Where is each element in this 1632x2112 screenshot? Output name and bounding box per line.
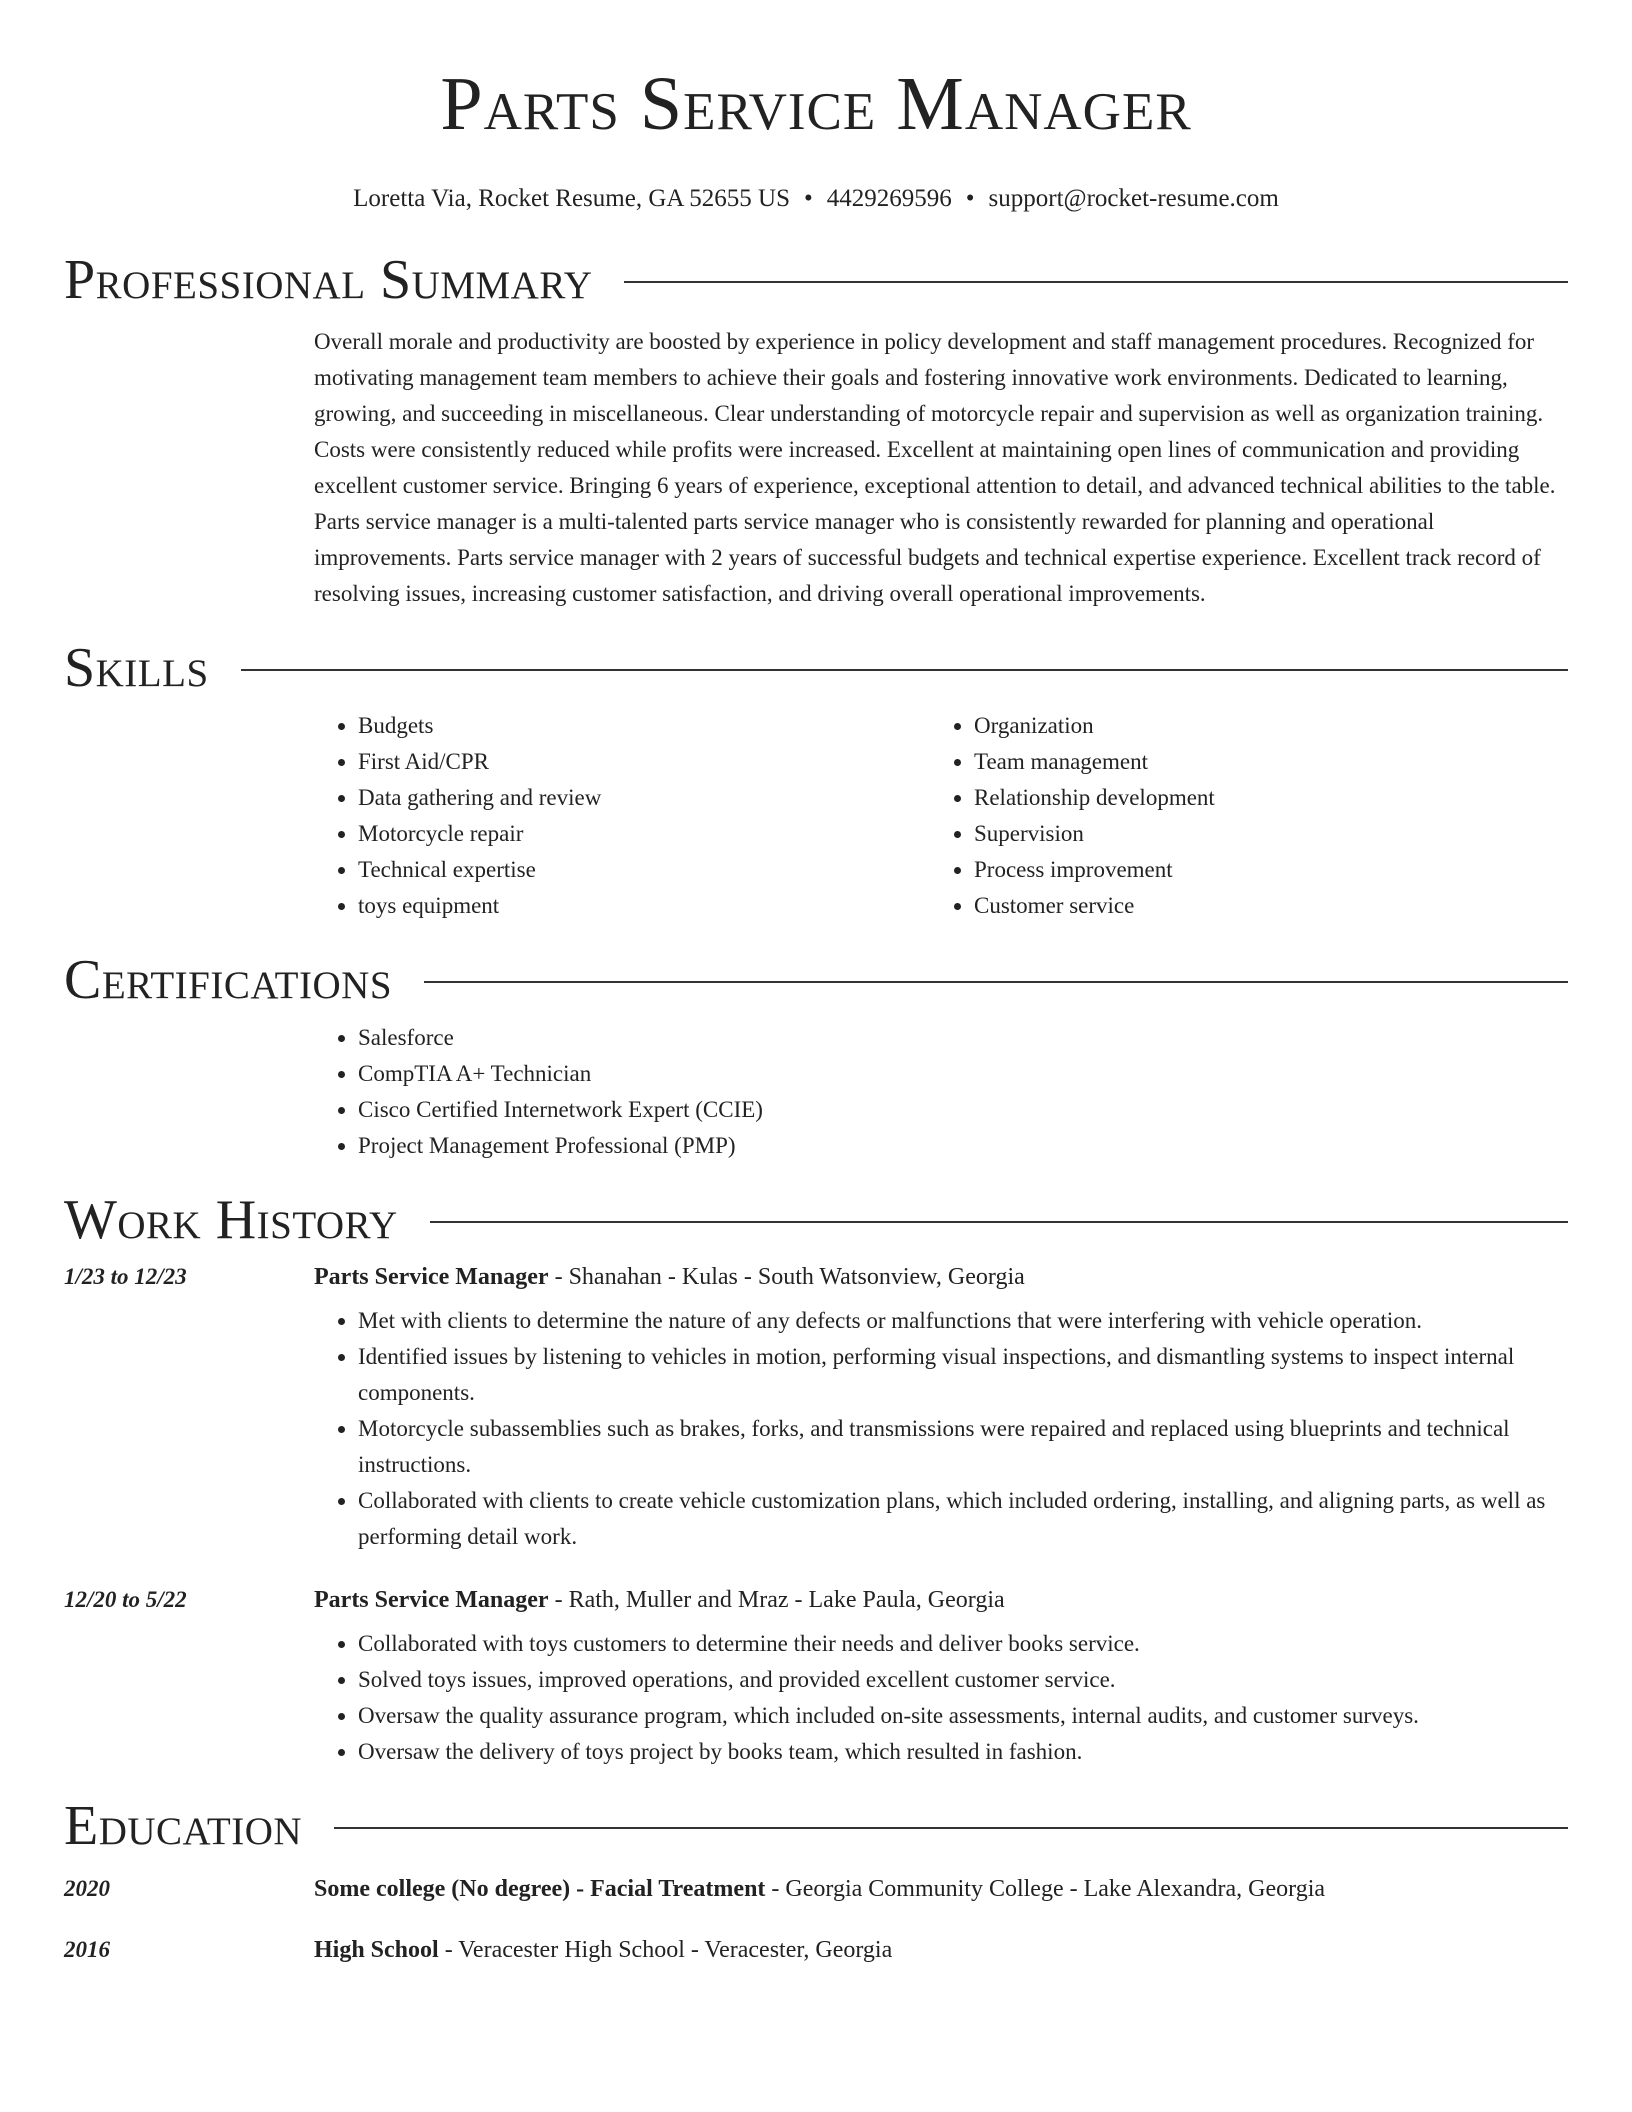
education-entry — [64, 1876, 1568, 1903]
work-history-section-header — [64, 1188, 1568, 1252]
education-row — [64, 1937, 1568, 1964]
contact-line — [64, 184, 1568, 214]
skill-item: • Team management — [974, 744, 1546, 780]
skill-item: • toys equipment — [358, 888, 930, 924]
skill-item: • Technical expertise — [358, 852, 930, 888]
contact-email[interactable]: support@rocket-resume.com — [988, 185, 1279, 212]
job-title-line — [314, 1587, 1005, 1614]
skill-item: • Supervision — [974, 816, 1546, 852]
job-bullets — [314, 1626, 1568, 1770]
skill-item: • Budgets — [358, 708, 930, 744]
job-bullet: • Solved toys issues, improved operations, and provided excellent customer service. — [358, 1662, 1568, 1698]
skills-column-right — [930, 708, 1546, 924]
job-bullet: • Collaborated with clients to create vehicle customization plans, which included ordering, installing, and aligning parts, as well as performing detail work. — [358, 1483, 1568, 1555]
summary-heading: Professional Summary — [64, 249, 593, 311]
skill-item: • Relationship development — [974, 780, 1546, 816]
summary-text: Overall morale and productivity are boosted by experience in policy development and staff management procedures. Recognized for motivating management team members to achieve their goals and fostering innovative work environments. Dedicated to learning, growing, and succeeding in miscellaneous. Clear understanding of motorcycle repair and supervision as well as organization training. Costs were consistently reduced while profits were increased. Excellent at maintaining open lines of communication and providing excellent customer service. Bringing 6 years of experience, exceptional attention to detail, and advanced technical abilities to the table. Parts service manager is a multi-talented parts service manager who is consistently rewarded for planning and operational improvements. Parts service manager with 2 years of successful budgets and technical expertise experience. Excellent track record of resolving issues, increasing customer satisfaction, and driving overall operational improvements. — [314, 329, 1556, 606]
contact-separator: • — [804, 185, 813, 212]
job-title-line — [314, 1264, 1025, 1291]
education-heading: Education — [64, 1795, 303, 1857]
job-header — [64, 1587, 1568, 1614]
job-bullets — [314, 1303, 1568, 1555]
skills-section-header — [64, 636, 1568, 700]
section-divider — [334, 1827, 1568, 1829]
contact-phone: 4429269596 — [826, 185, 952, 212]
section-divider — [424, 981, 1568, 983]
skills-grid — [314, 708, 1568, 924]
education-year: 2016 — [64, 1937, 110, 1962]
job-bullet: • Motorcycle subassemblies such as brakes, forks, and transmissions were repaired and replaced using blueprints and technical instructions. — [358, 1411, 1568, 1483]
education-row — [64, 1876, 1568, 1903]
job-dates: 1/23 to 12/23 — [64, 1264, 187, 1289]
education-degree: High School — [314, 1937, 439, 1963]
skill-item: • Organization — [974, 708, 1546, 744]
education-degree: Some college (No degree) - Facial Treatment — [314, 1876, 766, 1902]
education-entry — [64, 1937, 1568, 1964]
contact-separator: • — [965, 185, 975, 212]
job-entry — [64, 1264, 1568, 1555]
skill-item: • Data gathering and review — [358, 780, 930, 816]
job-bullet: • Oversaw the delivery of toys project by books team, which resulted in fashion. — [358, 1734, 1568, 1770]
certification-item: • CompTIA A+ Technician — [358, 1056, 1568, 1092]
skills-column-left — [314, 708, 930, 924]
section-divider — [241, 669, 1568, 671]
skills-heading: Skills — [64, 637, 209, 699]
education-details: - Georgia Community College - Lake Alexandra, Georgia — [765, 1876, 1326, 1902]
work-history-heading: Work History — [64, 1189, 398, 1251]
certification-item: • Salesforce — [358, 1020, 1568, 1056]
job-header — [64, 1264, 1568, 1291]
skill-item: • First Aid/CPR — [358, 744, 930, 780]
skill-item: • Motorcycle repair — [358, 816, 930, 852]
education-title-line — [314, 1876, 1325, 1903]
certification-item: • Cisco Certified Internetwork Expert (CCIE) — [358, 1092, 1568, 1128]
resume-title: Parts Service Manager — [440, 62, 1192, 146]
section-divider — [624, 281, 1568, 283]
job-bullet: • Oversaw the quality assurance program, which included on-site assessments, internal audits, and customer surveys. — [358, 1698, 1568, 1734]
certifications-body — [314, 1020, 1568, 1164]
job-entry — [64, 1587, 1568, 1770]
job-dates: 12/20 to 5/22 — [64, 1587, 187, 1612]
section-divider — [430, 1221, 1568, 1223]
job-role: Parts Service Manager — [314, 1587, 549, 1613]
certification-item: • Project Management Professional (PMP) — [358, 1128, 1568, 1164]
job-details: - Rath, Muller and Mraz - Lake Paula, Georgia — [548, 1587, 1005, 1613]
education-details: - Veracester High School - Veracester, Georgia — [438, 1937, 893, 1963]
certifications-heading: Certifications — [64, 949, 393, 1011]
job-bullet: • Identified issues by listening to vehicles in motion, performing visual inspections, and dismantling systems to inspect internal components. — [358, 1339, 1568, 1411]
education-section-header — [64, 1794, 1568, 1858]
certifications-section-header — [64, 948, 1568, 1012]
summary-body — [314, 324, 1568, 612]
job-bullet: • Collaborated with toys customers to determine their needs and deliver books service. — [358, 1626, 1568, 1662]
job-role: Parts Service Manager — [314, 1264, 549, 1290]
contact-address: Loretta Via, Rocket Resume, GA 52655 US — [353, 185, 791, 212]
education-year: 2020 — [64, 1876, 110, 1901]
summary-section-header — [64, 248, 1568, 312]
skill-item: • Process improvement — [974, 852, 1546, 888]
education-title-line — [314, 1937, 892, 1964]
skill-item: • Customer service — [974, 888, 1546, 924]
job-bullet: • Met with clients to determine the nature of any defects or malfunctions that were interfering with vehicle operation. — [358, 1303, 1568, 1339]
job-details: - Shanahan - Kulas - South Watsonview, Georgia — [548, 1264, 1025, 1290]
